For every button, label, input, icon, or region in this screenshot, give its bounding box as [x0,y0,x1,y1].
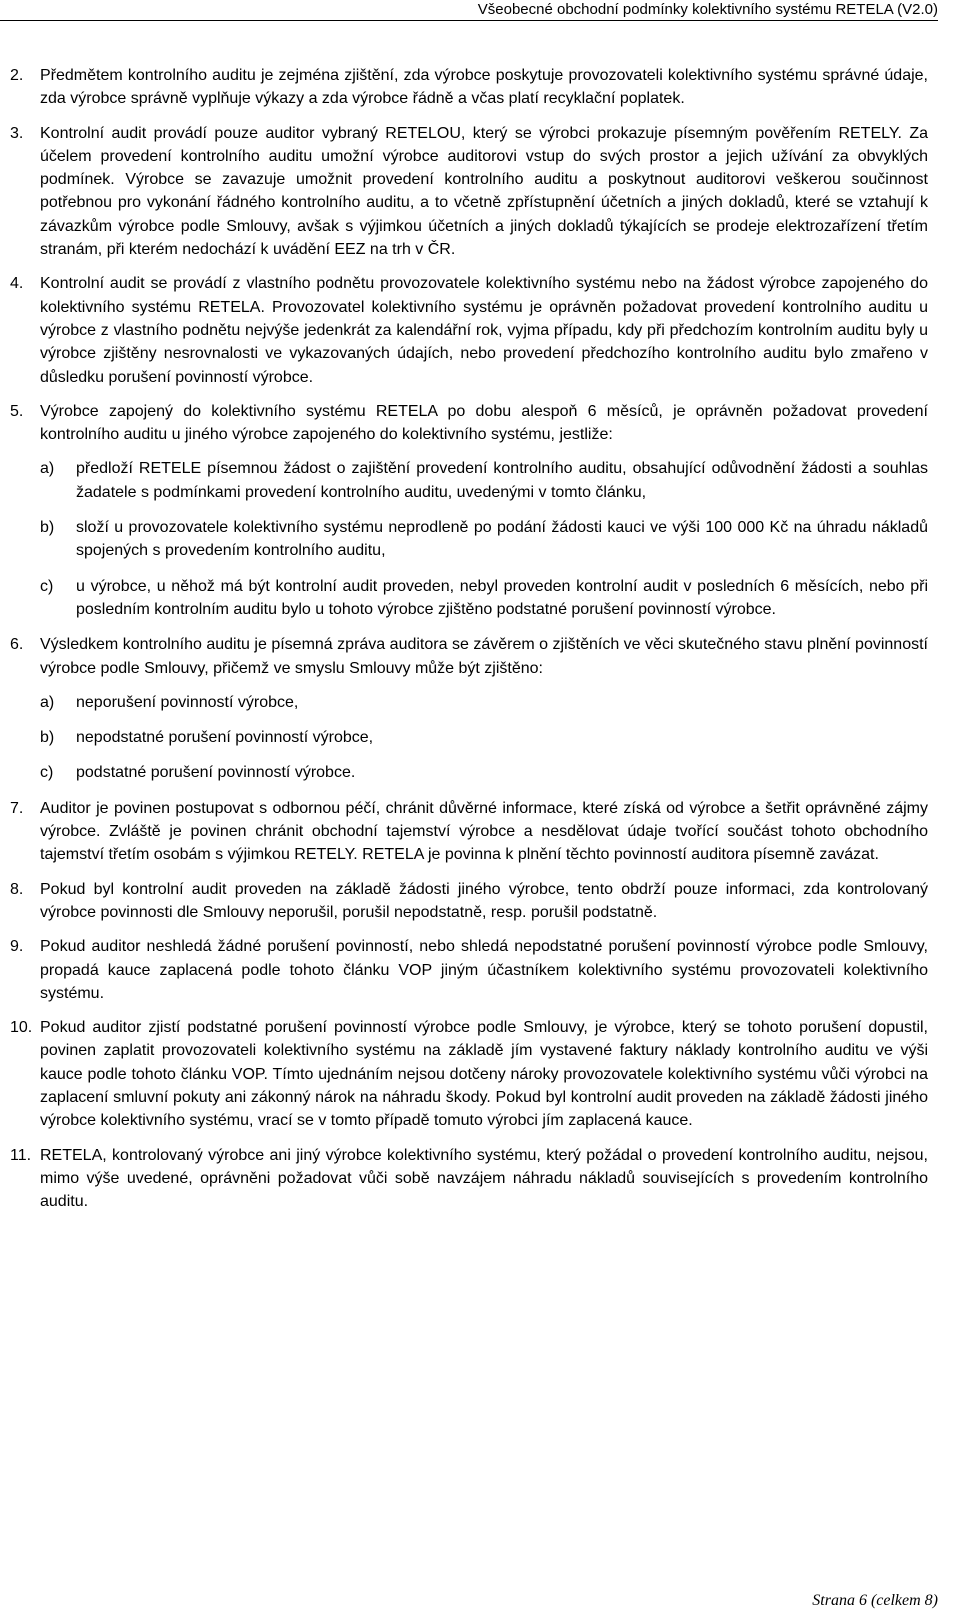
paragraph-3 [10,122,928,262]
paragraph-9 [10,935,928,1005]
list-item [40,457,928,504]
list-item-label: c) [40,764,54,782]
paragraph-text: Auditor je povinen postupovat s odbornou péčí, chránit důvěrné informace, které získá od výrobce a šetřit oprávněné zájmy výrobce. Zvláště je povinen chránit obchodní tajemství výrobce a nesdělovat údaje tvořící součást tohoto obchodního tajemství třetím osobám s výjimkou RETELY. RETELA je povinna k plnění těchto povinností auditora písemně zavázat. [40,799,928,864]
paragraph-10 [10,1016,928,1132]
paragraph-text: Výrobce zapojený do kolektivního systému RETELA po dobu alespoň 6 měsíců, je oprávněn požadovat provedení kontrolního auditu u jiného výrobce zapojeného do kolektivního systému, jestliže: [40,402,928,444]
list-item-text: u výrobce, u něhož má být kontrolní audit proveden, nebyl proveden kontrolní audit v posledních 6 měsících, nebo při posledním kontrolním auditu bylo u tohoto výrobce zjištěno podstatné porušení povinností výrobce. [76,577,928,618]
paragraph-8 [10,878,928,925]
paragraph-number: 11. [10,1146,32,1164]
list-item-text: složí u provozovatele kolektivního systému neprodleně po podání žádosti kauci ve výši 100 000 Kč na úhradu nákladů spojených s provedením kontrolního auditu, [76,519,928,560]
paragraph-text: Předmětem kontrolního auditu je zejména zjištění, zda výrobce poskytuje provozovateli kolektivního systému správné údaje, zda výrobce správně vyplňuje výkazy a zda výrobce řádně a včas platí recyklační poplatek. [40,67,928,108]
list-item-label: b) [40,729,55,747]
page-number: Strana 6 (celkem 8) [812,1592,938,1609]
paragraph-5 [10,400,928,621]
list-item-text: předloží RETELE písemnou žádost o zajištění provedení kontrolního auditu, obsahující odůvodnění žádosti a souhlas žadatele s podmínkami provedení kontrolního auditu, uvedenými v tomto článku, [76,460,928,501]
paragraph-number: 5. [10,402,24,420]
list-item [40,726,928,749]
list-item-label: b) [40,519,55,537]
paragraph-number: 2. [10,67,24,84]
list-item-text: nepodstatné porušení povinností výrobce, [76,729,374,747]
paragraph-number: 10. [10,1019,33,1037]
list-item-label: c) [40,577,54,595]
paragraph-text: Pokud auditor zjistí podstatné porušení povinností výrobce podle Smlouvy, je výrobce, který se tohoto porušení dopustil, povinen zaplatit provozovateli kolektivního systému na základě jím vystavené faktury náklady kontrolního auditu ve výši kauce podle tohoto článku VOP. Tímto ujednáním nejsou dotčeny nároky provozovatele kolektivního systému vůči výrobci na zaplacení smluvní pokuty ani zákonný nárok na náhradu škody. Pokud byl kontrolní audit proveden na základě žádosti jiného výrobce kolektivního systému, vrací se v tomto případě tomuto výrobci jím zaplacená kauce. [40,1019,928,1130]
paragraph-number: 6. [10,636,24,654]
paragraph-4 [10,272,928,388]
paragraph-2 [10,64,928,111]
paragraph-number: 9. [10,938,24,956]
paragraph-7 [10,797,928,867]
paragraph-number: 3. [10,124,24,142]
list-item-label: a) [40,460,55,478]
paragraph-text: Pokud byl kontrolní audit proveden na základě žádosti jiného výrobce, tento obdrží pouze informaci, zda kontrolovaný výrobce povinnosti dle Smlouvy neporušil, porušil nepodstatně, resp. porušil podstatně. [40,880,928,921]
paragraph-number: 4. [10,275,24,293]
paragraph-text: Kontrolní audit se provádí z vlastního podnětu provozovatele kolektivního systému nebo na žádost výrobce zapojeného do kolektivního systému RETELA. Provozovatel kolektivního systému je oprávněn požadovat provedení kontrolního auditu u výrobce z vlastního podnětu nejvýše jedenkrát za kalendářní rok, vyjma případu, kdy při předchozím kontrolním auditu byly u výrobce zjištěny nesrovnalosti ve vykazovaných údajích, nebo provedení předchozího kontrolního auditu bylo zmařeno v důsledku porušení povinností výrobce. [40,275,928,386]
list-item [40,761,928,784]
paragraph-number: 8. [10,880,24,898]
list-item-text: podstatné porušení povinností výrobce. [76,764,356,782]
paragraph-6 [10,633,928,784]
list-item [40,516,928,563]
page-header: Všeobecné obchodní podmínky kolektivního systému RETELA (V2.0) [0,0,938,21]
paragraph-text: Pokud auditor neshledá žádné porušení povinností, nebo shledá nepodstatné porušení povinností výrobce podle Smlouvy, propadá kauce zaplacená podle tohoto článku VOP jiným účastníkem kolektivního systému provozovateli kolektivního systému. [40,938,928,1002]
paragraph-text: RETELA, kontrolovaný výrobce ani jiný výrobce kolektivního systému, který požádal o provedení kontrolního auditu, nejsou, mimo výše uvedené, oprávněni požadovat vůči sobě navzájem náhradu nákladů souvisejících s provedením kontrolního auditu. [40,1146,928,1211]
list-item [40,575,928,622]
list-item [40,691,928,714]
paragraph-number: 7. [10,799,24,817]
paragraph-text: Kontrolní audit provádí pouze auditor vybraný RETELOU, který se výrobci prokazuje písemným pověřením RETELY. Za účelem provedení kontrolního auditu umožní výrobce auditorovi vstup do svých prostor a jejich užívání za obvyklých podmínek. Výrobce se zavazuje umožnit provedení kontrolního auditu a poskytnout auditorovi veškerou součinnost potřebnou pro vykonání řádného kontrolního auditu, a to včetně zpřístupnění účetních a jiných dokladů, které se vztahují k závazkům výrobce podle Smlouvy, avšak s výjimkou účetních a jiných dokladů týkajících se prodeje elektrozařízení třetím stranám, při kterém nedochází k uvádění EEZ na trh v ČR. [40,124,928,259]
paragraph-11 [10,1144,928,1214]
list-item-label: a) [40,693,55,711]
list-item-text: neporušení povinností výrobce, [76,693,299,711]
document-body [10,64,928,1224]
paragraph-text: Výsledkem kontrolního auditu je písemná zpráva auditora se závěrem o zjištěních ve věci skutečného stavu plnění povinností výrobce podle Smlouvy, přičemž ve smyslu Smlouvy může být zjištěno: [40,636,928,677]
